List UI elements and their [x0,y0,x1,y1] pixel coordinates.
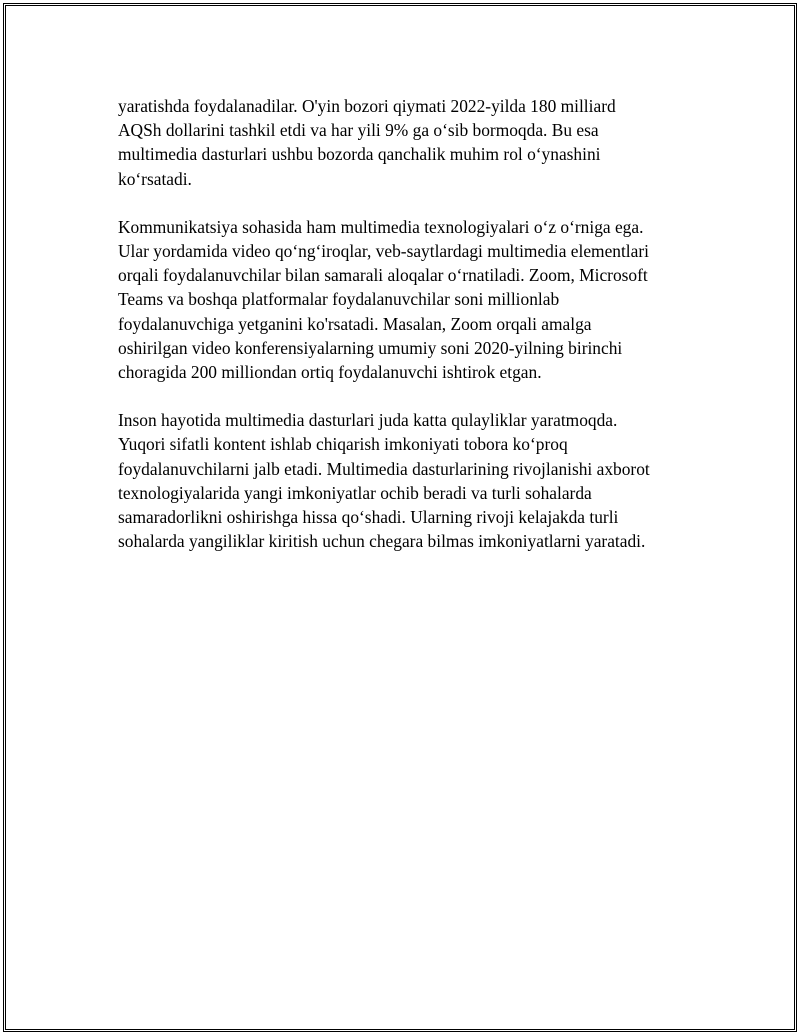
text-line: Kommunikatsiya sohasida ham multimedia texnologiyalari o‘z o‘rniga ega. [118,216,644,237]
text-line: foydalanuvchilarni jalb etadi. Multimedia dasturlarining rivojlanishi axborot [118,458,650,479]
paragraph-communication [118,215,698,384]
text-line: Yuqori sifatli kontent ishlab chiqarish imkoniyati tobora ko‘proq [118,434,568,455]
text-line: sohalarda yangiliklar kiritish uchun chegara bilmas imkoniyatlarni yaratadi. [118,531,646,552]
text-line: samaradorlikni oshirishga hissa qo‘shadi. Ularning rivoji kelajakda turli [118,507,619,528]
paragraph-conclusion [118,408,698,553]
text-line: orqali foydalanuvchilar bilan samarali aloqalar o‘rnatiladi. Zoom, Microsoft [118,265,648,286]
text-line: AQSh dollarini tashkil etdi va har yili 9% ga o‘sib bormoqda. Bu esa [118,120,599,141]
document-body [118,94,698,577]
text-line: texnologiyalarida yangi imkoniyatlar ochib beradi va turli sohalarda [118,482,592,503]
text-line: multimedia dasturlari ushbu bozorda qanchalik muhim rol o‘ynashini [118,144,601,165]
text-line: yaratishda foydalanadilar. O'yin bozori qiymati 2022-yilda 180 milliard [118,96,616,116]
paragraph-game-market [118,94,698,191]
text-line: oshirilgan video konferensiyalarning umumiy soni 2020-yilning birinchi [118,337,623,358]
text-line: choragida 200 milliondan ortiq foydalanuvchi ishtirok etgan. [118,362,542,383]
text-line: foydalanuvchiga yetganini ko'rsatadi. Masalan, Zoom orqali amalga [118,313,592,334]
text-line: ko‘rsatadi. [118,168,192,189]
text-line: Teams va boshqa platformalar foydalanuvchilar soni millionlab [118,289,560,310]
text-line: Inson hayotida multimedia dasturlari juda katta qulayliklar yaratmoqda. [118,410,618,431]
text-line: Ular yordamida video qo‘ng‘iroqlar, veb-saytlardagi multimedia elementlari [118,241,649,262]
